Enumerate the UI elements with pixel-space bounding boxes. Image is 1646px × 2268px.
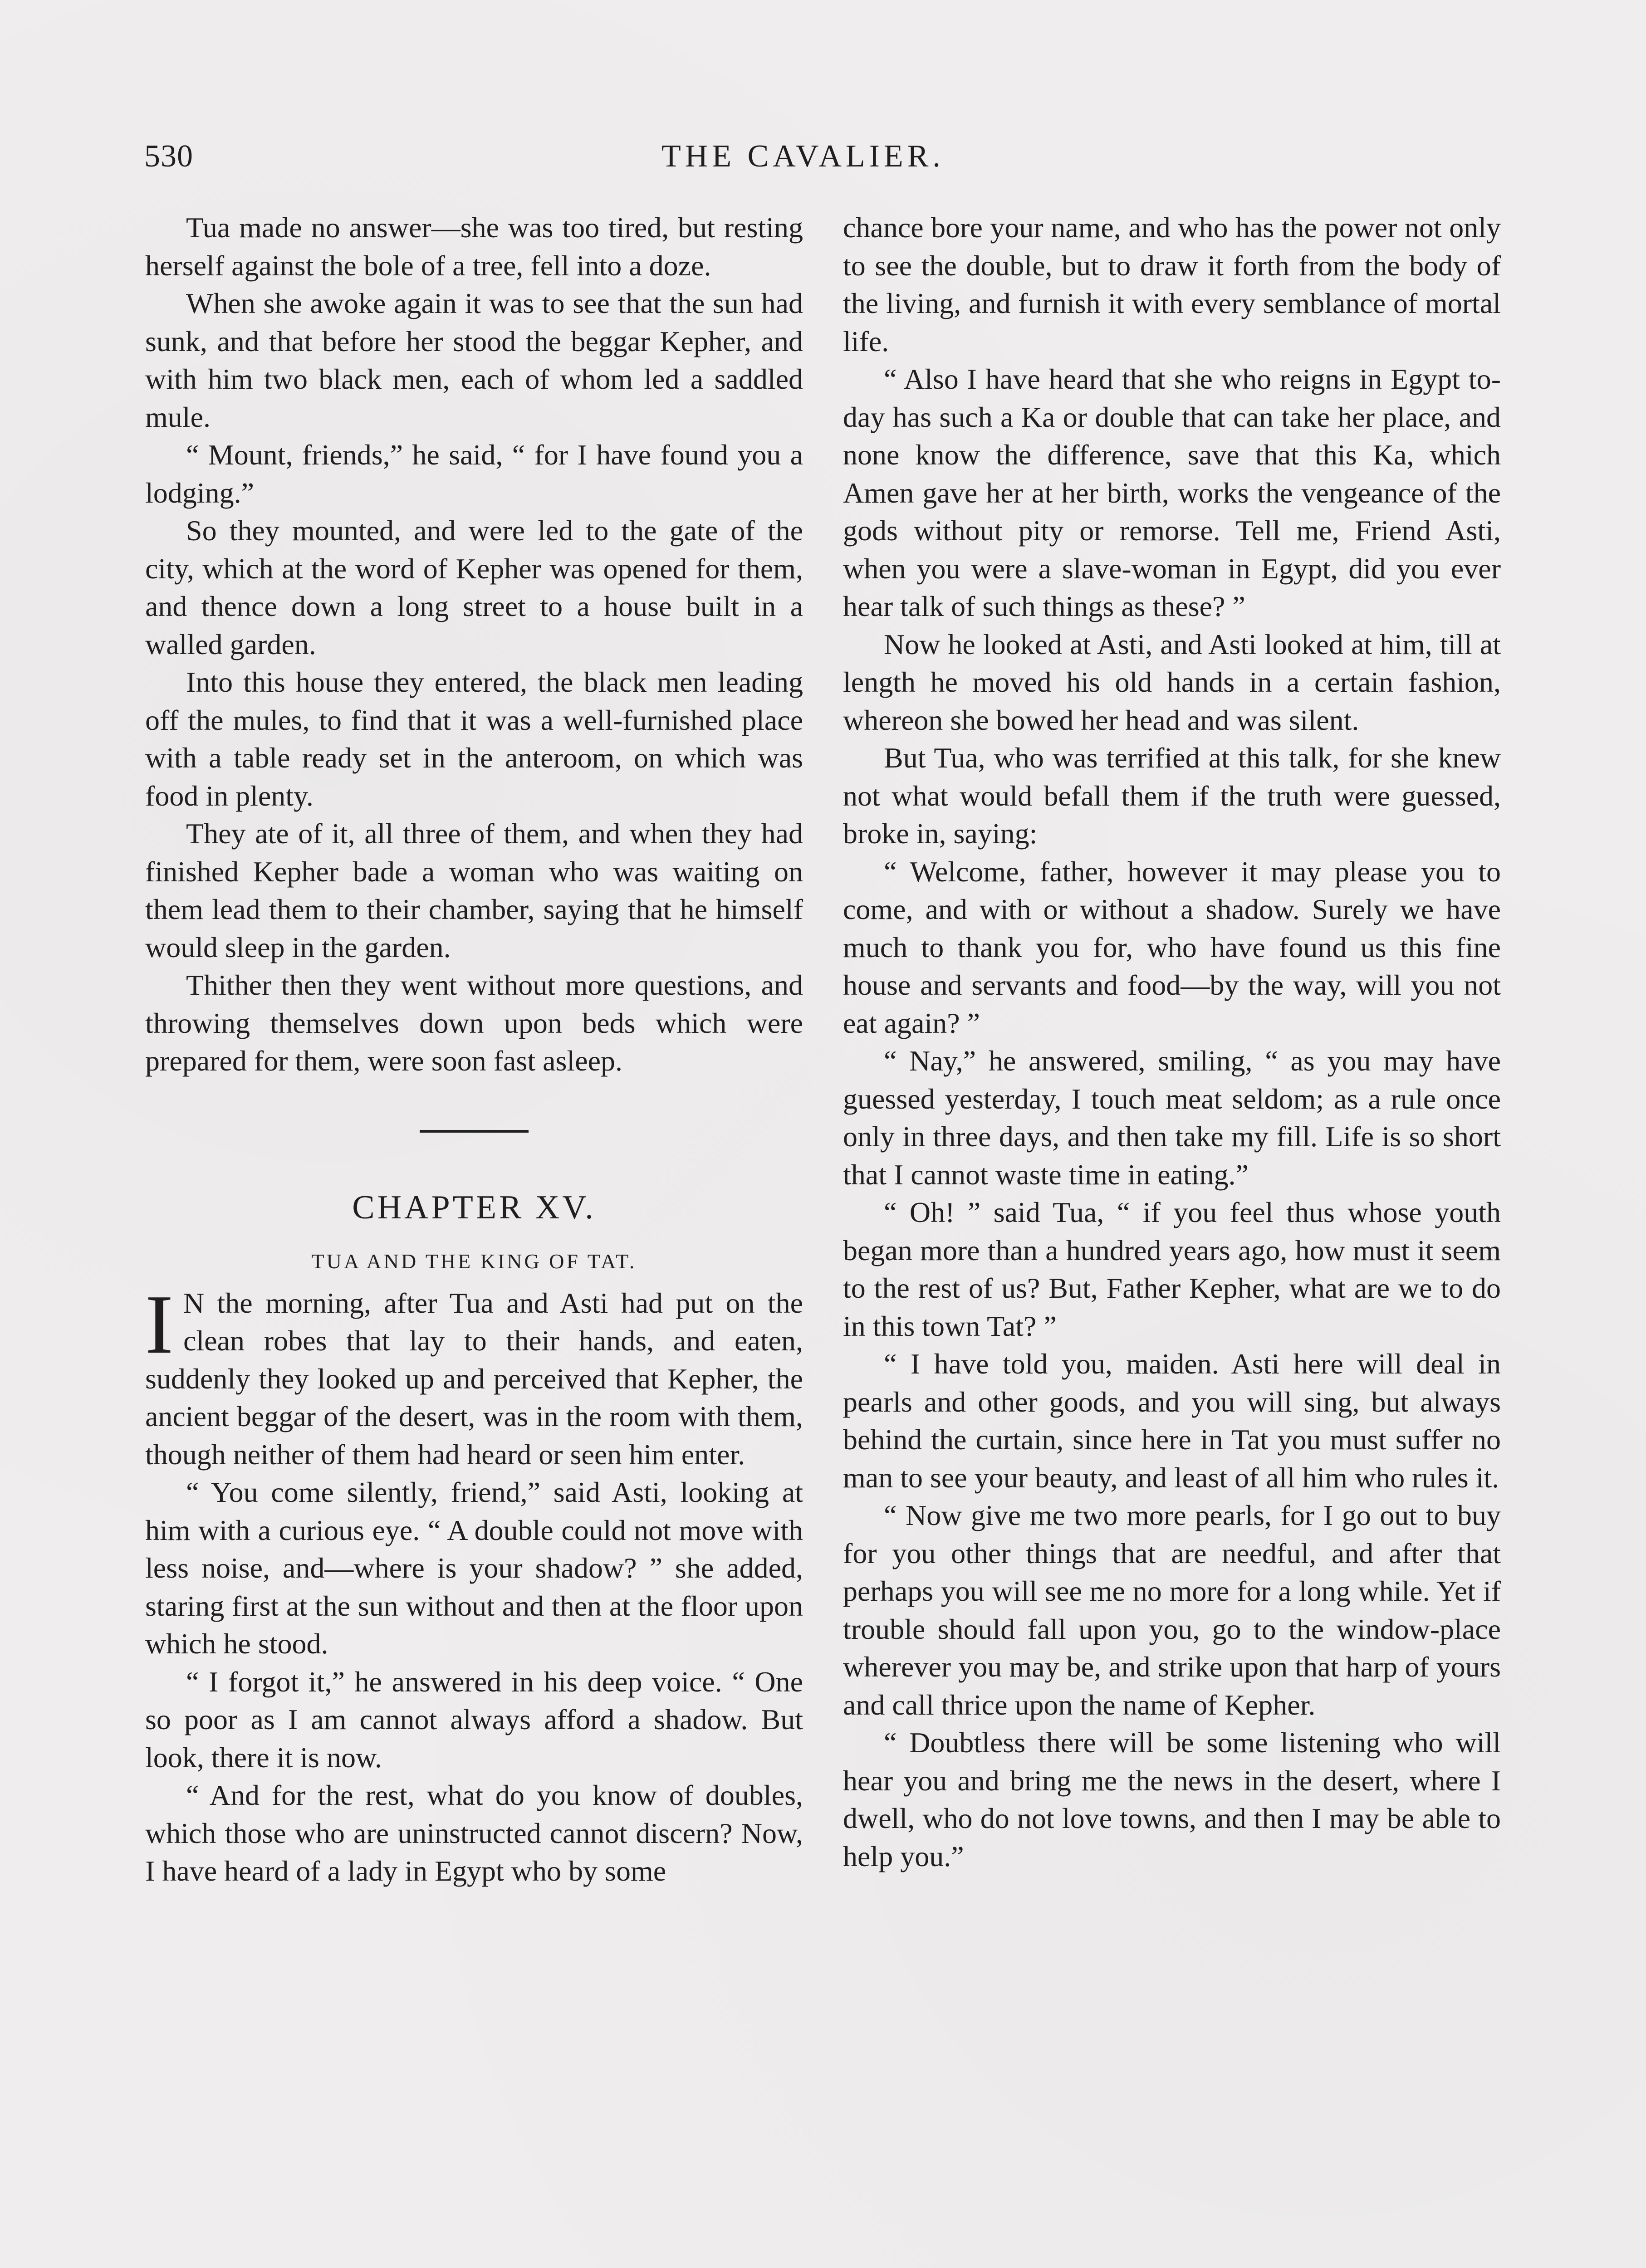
- running-head: THE CAVALIER.: [661, 139, 945, 174]
- paragraph: “ Also I have heard that she who reigns in Egypt to-day has such a Ka or double that can take her place, and none know the difference, save that this Ka, which Amen gave her at her birth, works the vengeance of the gods without pity or remorse. Tell me, Friend Asti, when you were a slave-woman in Egypt, did you ever hear talk of such things as these? ”: [843, 363, 1501, 622]
- paragraph: “ Welcome, father, however it may please you to come, and with or without a shadow. Surely we have much to thank you for, who have found us this fine house and servants and food—by the way, will you not eat again? ”: [843, 855, 1501, 1039]
- paragraph: Thither then they went without more questions, and throwing themselves down upon beds which were prepared for them, were soon fast asleep.: [145, 969, 803, 1077]
- chapter-title: CHAPTER XV.: [352, 1188, 596, 1226]
- page-header: [144, 132, 1505, 181]
- paragraph: “ Mount, friends,” he said, “ for I have found you a lodging.”: [145, 439, 803, 509]
- paragraph: “ Oh! ” said Tua, “ if you feel thus whose youth began more than a hundred years ago, how must it seem to the rest of us? But, Father Kepher, what are we to do in this town Tat? ”: [843, 1196, 1501, 1342]
- paragraph: When she awoke again it was to see that the sun had sunk, and that before her stood the beggar Kepher, and with him two black men, each of whom led a saddled mule.: [145, 287, 803, 433]
- paragraph: “ Now give me two more pearls, for I go out to buy for you other things that are needful, and after that perhaps you will see me no more for a long while. Yet if trouble should fall upon you, go to the window-place wherever you may be, and strike upon that harp of yours and call thrice upon the name of Kepher.: [843, 1499, 1501, 1721]
- opening-text: N the morning, after Tua and Asti had put on the clean robes that lay to their hands, and eaten, suddenly they looked up and perceived that Kepher, the ancient beggar of the desert, was in the room with them, though neither of them had heard or seen him enter.: [145, 1286, 803, 1471]
- paragraph: “ I forgot it,” he answered in his deep voice. “ One so poor as I am cannot always afford a shadow. But look, there it is now.: [145, 1665, 803, 1774]
- paragraph: “ And for the rest, what do you know of doubles, which those who are uninstructed cannot discern? Now, I have heard of a lady in Egypt who by some: [145, 1779, 803, 1887]
- paragraph: But Tua, who was terrified at this talk, for she knew not what would befall them if the truth were guessed, broke in, saying:: [843, 742, 1501, 850]
- right-column: [843, 209, 1501, 1875]
- paragraph: So they mounted, and were led to the gate of the city, which at the word of Kepher was opened for them, and thence down a long street to a house built in a walled garden.: [145, 514, 803, 660]
- paragraph: “ Nay,” he answered, smiling, “ as you may have guessed yesterday, I touch meat seldom; as a rule once only in three days, and then take my fill. Life is so short that I cannot waste time in eating.”: [843, 1045, 1501, 1191]
- chapter-opening-paragraph: [145, 1277, 803, 1474]
- paragraph: Into this house they entered, the black men leading off the mules, to find that it was a well-furnished place with a table ready set in the anteroom, on which was food in plenty.: [145, 666, 803, 812]
- section-divider: [420, 1130, 529, 1133]
- paragraph: Tua made no answer—she was too tired, but resting herself against the bole of a tree, fell into a doze.: [145, 211, 803, 282]
- continued-paragraph: chance bore your name, and who has the power not only to see the double, but to draw it forth from the body of the living, and furnish it with every semblance of mortal life.: [843, 211, 1501, 357]
- paragraph: They ate of it, all three of them, and when they had finished Kepher bade a woman who was waiting on them lead them to their chamber, saying that he himself would sleep in the garden.: [145, 817, 803, 963]
- drop-cap: I: [145, 1277, 173, 1371]
- paragraph: “ Doubtless there will be some listening who will hear you and bring me the news in the desert, where I dwell, who do not love towns, and then I may be able to help you.”: [843, 1726, 1501, 1872]
- paragraph: “ I have told you, maiden. Asti here will deal in pearls and other goods, and you will sing, but always behind the curtain, since here in Tat you must suffer no man to see your beauty, and least of all him who rules it.: [843, 1348, 1501, 1494]
- chapter-subtitle: TUA AND THE KING OF TAT.: [311, 1249, 637, 1273]
- paragraph: “ You come silently, friend,” said Asti, looking at him with a curious eye. “ A double could not move with less noise, and—where is your shadow? ” she added, staring first at the sun without and then at the floor upon which he stood.: [145, 1476, 803, 1660]
- paragraph: Now he looked at Asti, and Asti looked at him, till at length he moved his old hands in a certain fashion, whereon she bowed her head and was silent.: [843, 628, 1501, 736]
- page-number: 530: [144, 139, 193, 174]
- left-column: [145, 209, 803, 1890]
